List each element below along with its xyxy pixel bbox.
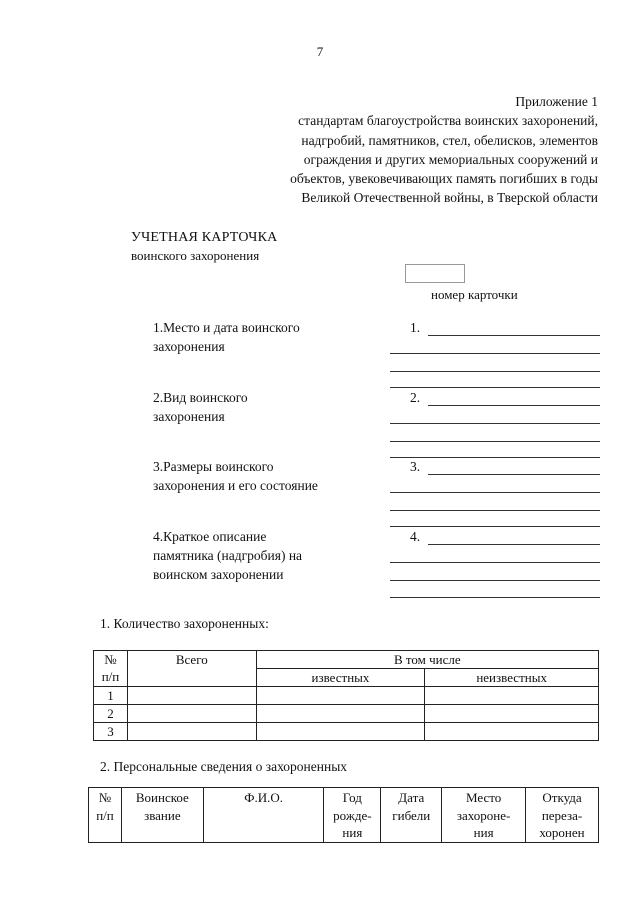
card-number-input[interactable]: [405, 264, 465, 283]
header-reburied-from: Откуда переза- хоронен: [526, 788, 599, 843]
fill-line[interactable]: [390, 492, 600, 493]
table-row: [94, 705, 599, 723]
fill-line[interactable]: [390, 597, 600, 598]
table-cell[interactable]: [425, 723, 599, 741]
fill-line[interactable]: [428, 405, 600, 406]
table-cell[interactable]: [256, 687, 425, 705]
field-label-size-condition: [153, 457, 373, 495]
header-including: В том числе: [256, 651, 598, 669]
table-cell[interactable]: [256, 723, 425, 741]
row-number: 1: [94, 687, 128, 705]
fill-line[interactable]: [428, 474, 600, 475]
field-number: 1.: [410, 320, 421, 335]
table-row: [94, 723, 599, 741]
field-label-line: 1.Место и дата воинского: [153, 320, 300, 335]
table-cell[interactable]: [425, 687, 599, 705]
fill-line[interactable]: [390, 371, 600, 372]
appendix-line: объектов, увековечивающих память погибших в годы: [290, 171, 598, 187]
header-birth-year: Год рожде- ния: [324, 788, 381, 843]
card-number-label: номер карточки: [431, 287, 518, 302]
table-cell[interactable]: [127, 687, 256, 705]
header-total: Всего: [127, 651, 256, 687]
field-label-line: 4.Краткое описание: [153, 529, 267, 544]
card-title: УЧЕТНАЯ КАРТОЧКА: [131, 230, 278, 245]
page-number: 7: [316, 44, 324, 59]
section-1-title: 1. Количество захороненных:: [100, 616, 269, 631]
header-num: № п/п: [94, 651, 128, 687]
appendix-line: надгробий, памятников, стел, обелисков, элементов: [301, 132, 598, 148]
field-label-type: [153, 388, 373, 426]
header-full-name: Ф.И.О.: [203, 788, 324, 843]
field-number: 3.: [410, 459, 421, 474]
fill-line[interactable]: [428, 544, 600, 545]
field-label-line: захоронения: [153, 339, 225, 354]
field-number: 2.: [410, 390, 421, 405]
fill-line[interactable]: [390, 423, 600, 424]
field-label-line: памятника (надгробия) на: [153, 548, 303, 563]
field-label-line: 2.Вид воинского: [153, 390, 248, 405]
header-death-date: Дата гибели: [381, 788, 442, 843]
fill-line[interactable]: [390, 526, 600, 527]
header-rank: Воинское звание: [121, 788, 203, 843]
header-unknown: неизвестных: [425, 669, 599, 687]
table-cell[interactable]: [127, 723, 256, 741]
field-label-location-date: [153, 318, 373, 356]
burials-count-table: [93, 650, 599, 741]
table-cell[interactable]: [127, 705, 256, 723]
appendix-header: [198, 92, 598, 208]
fill-line[interactable]: [390, 510, 600, 511]
header-burial-place: Место захороне- ния: [442, 788, 526, 843]
field-label-description: [153, 527, 373, 584]
fill-line[interactable]: [390, 580, 600, 581]
field-label-line: 3.Размеры воинского: [153, 459, 274, 474]
row-number: 2: [94, 705, 128, 723]
fill-line[interactable]: [390, 387, 600, 388]
table-row: [94, 687, 599, 705]
personal-data-table: [88, 787, 599, 843]
card-subtitle: воинского захоронения: [131, 248, 260, 263]
row-number: 3: [94, 723, 128, 741]
field-label-line: захоронения: [153, 409, 225, 424]
fill-line[interactable]: [390, 562, 600, 563]
fill-line[interactable]: [428, 335, 600, 336]
fill-line[interactable]: [390, 353, 600, 354]
header-known: известных: [256, 669, 425, 687]
appendix-line: Великой Отечественной войны, в Тверской области: [301, 190, 598, 206]
section-2-title: 2. Персональные сведения о захороненных: [100, 759, 348, 774]
appendix-line: стандартам благоустройства воинских захоронений,: [298, 113, 598, 129]
table-cell[interactable]: [425, 705, 599, 723]
field-label-line: воинском захоронении: [153, 567, 284, 582]
appendix-line: ограждения и других мемориальных сооружений и: [303, 151, 598, 167]
fill-line[interactable]: [390, 457, 600, 458]
field-number: 4.: [410, 529, 421, 544]
field-label-line: захоронения и его состояние: [153, 478, 318, 493]
header-num: № п/п: [89, 788, 122, 843]
fill-line[interactable]: [390, 441, 600, 442]
appendix-line: Приложение 1: [515, 94, 598, 109]
table-cell[interactable]: [256, 705, 425, 723]
